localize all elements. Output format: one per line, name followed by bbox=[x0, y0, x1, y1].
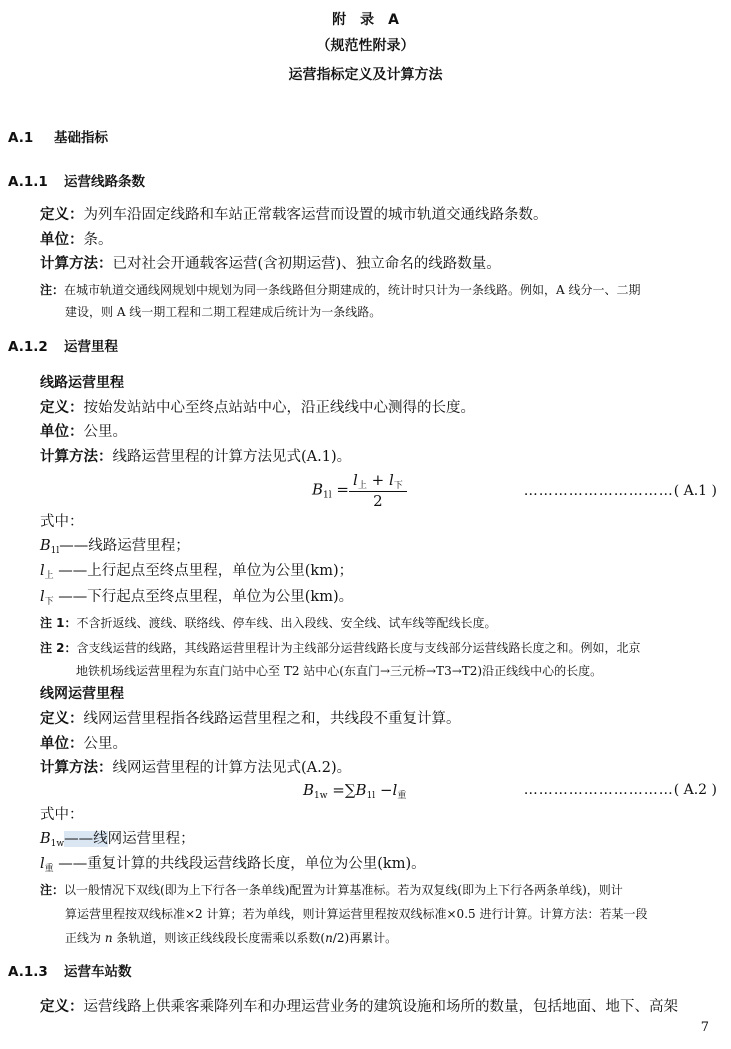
symbol: B bbox=[355, 781, 367, 799]
section-title: 运营车站数 bbox=[64, 964, 132, 980]
text: 网运营里程； bbox=[107, 831, 195, 847]
text: ——上行起点至终点里程，单位为公里(km)； bbox=[58, 563, 354, 579]
symbol: B bbox=[303, 781, 315, 799]
label: 单位： bbox=[40, 424, 84, 440]
text: ——下行起点至终点里程，单位为公里(km)。 bbox=[58, 589, 354, 605]
line-definition bbox=[40, 399, 475, 417]
fraction bbox=[349, 471, 407, 510]
a13-definition bbox=[40, 998, 678, 1016]
section-a1-heading bbox=[8, 129, 108, 147]
line-note-2 bbox=[40, 639, 641, 657]
section-title: 基础指标 bbox=[54, 130, 108, 146]
equation-number-a1 bbox=[524, 483, 717, 499]
section-a12-heading bbox=[8, 338, 118, 356]
symbol: l bbox=[388, 471, 394, 489]
text: 为列车沿固定线路和车站正常载客运营而设置的城市轨道交通线路条数。 bbox=[83, 207, 548, 223]
text: 线路运营里程的计算方法见式(A.1)。 bbox=[112, 449, 352, 465]
subscript: 重 bbox=[44, 864, 54, 874]
text: 运营线路上供乘客乘降列车和办理运营业务的建筑设施和场所的数量，包括地面、地下、高架 bbox=[83, 999, 678, 1015]
network-method bbox=[40, 759, 351, 777]
var-item bbox=[40, 855, 426, 878]
symbol: l bbox=[40, 856, 45, 872]
section-title: 运营线路条数 bbox=[64, 174, 145, 190]
var-item bbox=[40, 588, 353, 611]
line-where: 式中： bbox=[40, 514, 84, 530]
subscript: 1w bbox=[314, 791, 328, 801]
symbol: B bbox=[40, 538, 51, 554]
label: 注： bbox=[40, 283, 65, 297]
line-unit bbox=[40, 423, 127, 441]
text: 按始发站站中心至终点站站中心，沿正线线中心测得的长度。 bbox=[83, 400, 475, 416]
label: 注 2： bbox=[40, 641, 77, 655]
appendix-heading: 附 录 A bbox=[332, 12, 399, 28]
label: 定义： bbox=[40, 999, 84, 1015]
subscript: 重 bbox=[397, 791, 407, 801]
symbol: B bbox=[312, 480, 324, 499]
symbol: l bbox=[40, 589, 45, 605]
network-note-cont bbox=[65, 929, 397, 947]
symbol: l bbox=[392, 781, 398, 799]
subscript: 1l bbox=[50, 546, 60, 556]
network-definition bbox=[40, 710, 461, 728]
minus: − bbox=[379, 781, 393, 799]
section-a13-heading bbox=[8, 963, 132, 981]
text: ——线路运营里程； bbox=[59, 538, 190, 554]
leader-dots: ………………………… bbox=[523, 782, 674, 798]
text: 条轨道，则该正线线段长度需乘以系数( bbox=[112, 931, 326, 945]
text: ——重复计算的共线段运营线路长度，单位为公里(km)。 bbox=[58, 856, 426, 872]
equals: = bbox=[336, 480, 349, 499]
subscript: 上 bbox=[357, 481, 367, 491]
label: 注 1： bbox=[40, 616, 77, 630]
label: 计算方法： bbox=[40, 449, 113, 465]
equation-number-a2 bbox=[524, 782, 717, 798]
text: 以一般情况下双线(即为上下行各一条单线)配置为计算基准标。若为双复线(即为上下行各两条单线)，则计 bbox=[64, 883, 623, 897]
sum: =∑ bbox=[332, 781, 356, 799]
network-note-cont: 算运营里程按双线标准×2 计算；若为单线，则计算运营里程按双线标准×0.5 进行计算。计算方法：若某一段 bbox=[65, 907, 648, 921]
text: 公里。 bbox=[83, 424, 127, 440]
leader-dots: ………………………… bbox=[523, 483, 674, 499]
a11-definition bbox=[40, 206, 548, 224]
network-unit bbox=[40, 735, 127, 753]
label: 计算方法： bbox=[40, 760, 113, 776]
network-note bbox=[40, 881, 623, 899]
page-number: 7 bbox=[700, 1020, 709, 1035]
section-number: A.1.3 bbox=[8, 964, 48, 980]
page-title: 运营指标定义及计算方法 bbox=[288, 67, 443, 83]
var-item bbox=[40, 830, 195, 853]
var-item bbox=[40, 562, 353, 585]
line-mileage-title: 线路运营里程 bbox=[40, 375, 124, 391]
a11-note-cont: 建设，则 A 线一期工程和二期工程建成后统计为一条线路。 bbox=[65, 305, 382, 319]
line-method bbox=[40, 448, 351, 466]
text: 公里。 bbox=[83, 736, 127, 752]
section-number: A.1.2 bbox=[8, 339, 48, 355]
label: 定义： bbox=[40, 207, 84, 223]
network-where: 式中： bbox=[40, 807, 84, 823]
network-mileage-title: 线网运营里程 bbox=[40, 686, 124, 702]
label: 定义： bbox=[40, 400, 84, 416]
section-number: A.1.1 bbox=[8, 174, 48, 190]
plus: + bbox=[371, 471, 385, 489]
var-item bbox=[40, 537, 190, 560]
text: 在城市轨道交通线网规划中规划为同一条线路但分期建成的，统计时只计为一条线路。例如，A 线分一、二期 bbox=[64, 283, 641, 297]
label: 定义： bbox=[40, 711, 84, 727]
label: 单位： bbox=[40, 736, 84, 752]
equation-label: ( A.1 ) bbox=[673, 483, 717, 499]
equation-label: ( A.2 ) bbox=[673, 782, 717, 798]
text-selection: ——线 bbox=[64, 831, 108, 847]
text: 含支线运营的线路，其线路运营里程计为主线部分运营线路长度与支线部分运营线路长度之和。例如，北京 bbox=[76, 641, 641, 655]
text: 条。 bbox=[83, 232, 113, 248]
appendix-type: （规范性附录） bbox=[316, 38, 415, 54]
numerator bbox=[349, 471, 407, 492]
label: 单位： bbox=[40, 232, 84, 248]
a11-note bbox=[40, 281, 641, 299]
text: 正线为 bbox=[65, 931, 105, 945]
symbol: n bbox=[104, 931, 113, 945]
subscript: 1w bbox=[50, 839, 65, 849]
text: 线网运营里程的计算方法见式(A.2)。 bbox=[112, 760, 352, 776]
line-note-2-cont: 地铁机场线运营里程为东直门站中心至 T2 站中心(东直门→三元桥→T3→T2)沿正线线中心的长度。 bbox=[76, 664, 603, 678]
text: /2)再累计。 bbox=[332, 931, 398, 945]
denominator: 2 bbox=[373, 492, 383, 510]
formula-a2 bbox=[303, 781, 406, 801]
formula-a1 bbox=[312, 471, 407, 510]
label: 注： bbox=[40, 883, 65, 897]
symbol: l bbox=[353, 471, 358, 489]
section-a11-heading bbox=[8, 173, 145, 191]
text: 线网运营里程指各线路运营里程之和，共线段不重复计算。 bbox=[83, 711, 461, 727]
subscript: 下 bbox=[393, 481, 403, 491]
symbol: B bbox=[40, 831, 51, 847]
subscript: 1l bbox=[323, 490, 332, 501]
section-number: A.1 bbox=[8, 130, 34, 146]
symbol: l bbox=[40, 563, 45, 579]
symbol: n bbox=[325, 931, 333, 945]
subscript: 1l bbox=[366, 791, 376, 801]
subscript: 上 bbox=[44, 571, 54, 581]
a11-unit bbox=[40, 231, 113, 249]
subscript: 下 bbox=[44, 597, 54, 607]
label: 计算方法： bbox=[40, 256, 113, 272]
text: 已对社会开通载客运营(含初期运营)、独立命名的线路数量。 bbox=[112, 256, 501, 272]
line-note-1 bbox=[40, 614, 497, 632]
text: 不含折返线、渡线、联络线、停车线、出入段线、安全线、试车线等配线长度。 bbox=[76, 616, 497, 630]
a11-method bbox=[40, 255, 501, 273]
section-title: 运营里程 bbox=[64, 339, 118, 355]
